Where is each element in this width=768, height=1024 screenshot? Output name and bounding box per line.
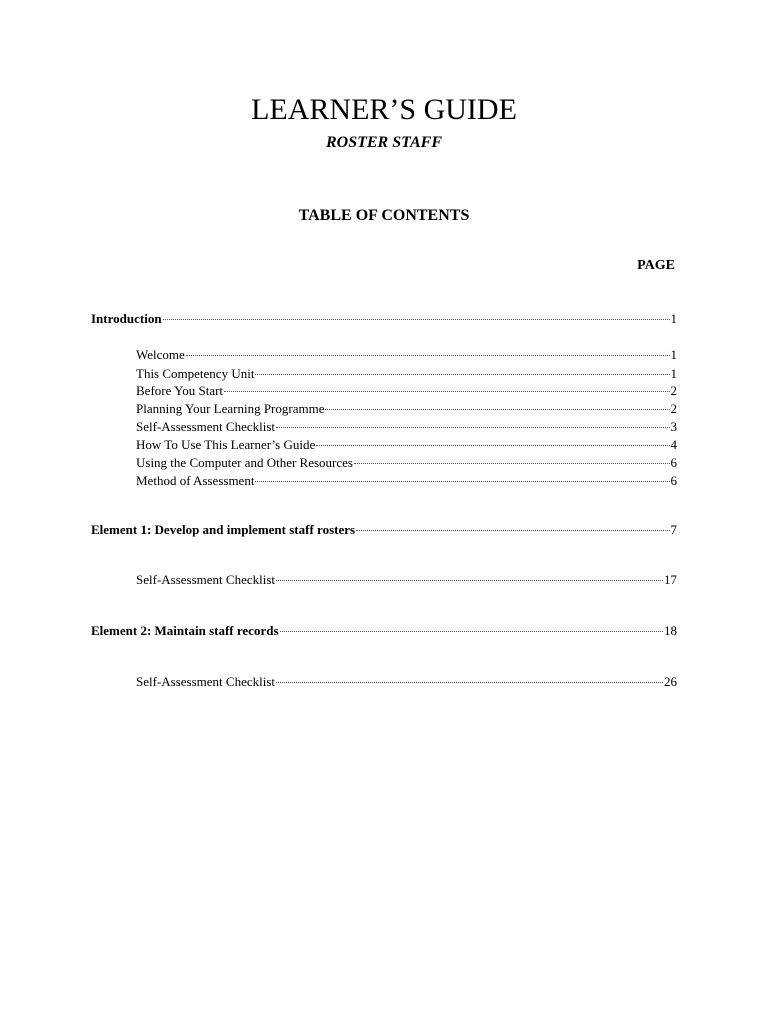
toc-entry-label: Element 1: Develop and implement staff rosters [91, 522, 356, 537]
toc-entry-page: 1 [670, 311, 677, 326]
toc-entry-page: 1 [670, 366, 677, 381]
toc-leader-dots [354, 463, 670, 464]
toc-entry[interactable] [136, 472, 677, 489]
toc-entry-label: Using the Computer and Other Resources [136, 455, 353, 470]
toc-entry-page: 2 [670, 401, 677, 416]
toc-entry[interactable] [136, 436, 677, 453]
document-subtitle: ROSTER STAFF [325, 134, 443, 151]
toc-heading: TABLE OF CONTENTS [298, 207, 470, 224]
toc-leader-dots [276, 580, 663, 581]
toc-entry[interactable] [136, 382, 677, 399]
toc-leader-dots [163, 319, 670, 320]
toc-entry[interactable] [136, 571, 677, 588]
toc-leader-dots [186, 355, 670, 356]
toc-leader-dots [276, 682, 663, 683]
toc-entry-label: This Competency Unit [136, 366, 255, 381]
toc-leader-dots [356, 530, 669, 531]
toc-entry-label: Element 2: Maintain staff records [91, 623, 279, 638]
toc-entry-label: Welcome [136, 347, 185, 362]
toc-entry-label: Self-Assessment Checklist [136, 572, 276, 587]
toc-entry-page: 26 [664, 674, 677, 689]
toc-entry-label: Method of Assessment [136, 473, 255, 488]
toc-entry-page: 4 [670, 437, 677, 452]
toc-entry-label: Planning Your Learning Programme [136, 401, 325, 416]
toc-entry[interactable] [136, 346, 677, 363]
toc-entry[interactable] [136, 365, 677, 382]
toc-leader-dots [325, 409, 669, 410]
toc-entry[interactable] [91, 310, 677, 327]
toc-entry-label: How To Use This Learner’s Guide [136, 437, 316, 452]
toc-entry[interactable] [136, 673, 677, 690]
toc-leader-dots [255, 481, 669, 482]
toc-entry-page: 2 [670, 383, 677, 398]
toc-entry[interactable] [136, 400, 677, 417]
page-column-label: PAGE [637, 258, 675, 273]
toc-leader-dots [276, 427, 669, 428]
toc-entry-page: 17 [664, 572, 677, 587]
toc-leader-dots [280, 631, 663, 632]
toc-entry-page: 1 [670, 347, 677, 362]
toc-entry-page: 18 [664, 623, 677, 638]
toc-leader-dots [224, 391, 669, 392]
toc-entry-page: 7 [670, 522, 677, 537]
toc-leader-dots [255, 374, 669, 375]
toc-entry[interactable] [136, 454, 677, 471]
toc-entry-page: 6 [670, 473, 677, 488]
toc-entry[interactable] [136, 418, 677, 435]
toc-entry-label: Self-Assessment Checklist [136, 419, 276, 434]
toc-entry-label: Introduction [91, 311, 162, 326]
document-title: LEARNER’S GUIDE [251, 93, 517, 126]
toc-entry[interactable] [91, 521, 677, 538]
toc-entry-page: 3 [670, 419, 677, 434]
toc-entry[interactable] [91, 622, 677, 639]
toc-entry-label: Before You Start [136, 383, 224, 398]
toc-leader-dots [316, 445, 669, 446]
toc-entry-page: 6 [670, 455, 677, 470]
toc-entry-label: Self-Assessment Checklist [136, 674, 276, 689]
